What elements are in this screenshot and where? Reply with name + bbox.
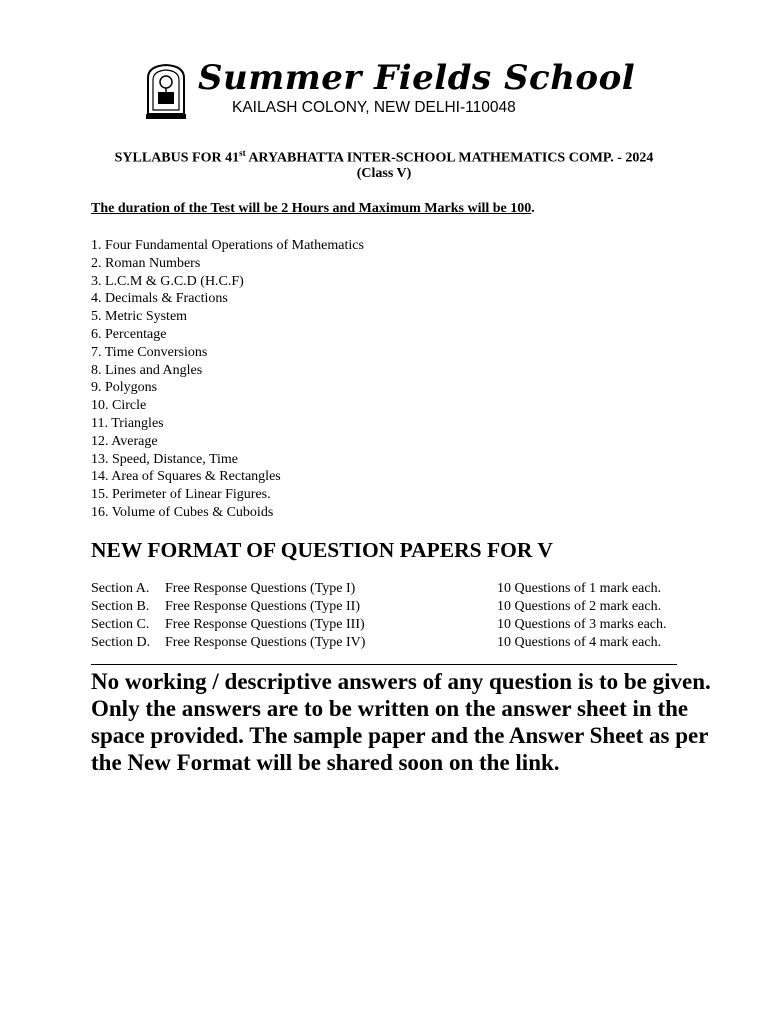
section-row	[91, 581, 691, 599]
section-label: Section C.	[91, 617, 150, 632]
school-name: Summer Fields School	[198, 58, 636, 98]
list-item: 4. Decimals & Fractions	[91, 291, 228, 307]
section-label: Section B.	[91, 599, 150, 614]
section-label: Section A.	[91, 581, 150, 596]
section-type: Free Response Questions (Type III)	[165, 617, 365, 632]
syllabus-title-suffix: ARYABHATTA INTER-SCHOOL MATHEMATICS COMP. - 2024	[245, 150, 654, 166]
list-item: 12. Average	[91, 433, 158, 449]
list-item: 11. Triangles	[91, 415, 164, 431]
section-row	[91, 635, 691, 653]
section-label: Section D.	[91, 635, 151, 650]
syllabus-title-prefix: SYLLABUS FOR 41	[114, 150, 240, 166]
duration-text: The duration of the Test will be 2 Hours and Maximum Marks will be 100	[91, 201, 532, 216]
list-item: 14. Area of Squares & Rectangles	[91, 469, 281, 485]
instruction-note: No working / descriptive answers of any question is to be given. Only the answers are to be written on the answer sheet in the space provided. The sample paper and the Answer Sheet as per the New Format will be shared soon on the link.	[91, 669, 711, 775]
section-row	[91, 617, 691, 635]
section-marks: 10 Questions of 3 marks each.	[497, 617, 667, 632]
section-marks: 10 Questions of 1 mark each.	[497, 581, 662, 596]
section-marks: 10 Questions of 4 mark each.	[497, 635, 662, 650]
list-item: 8. Lines and Angles	[91, 362, 203, 378]
section-row	[91, 599, 691, 617]
list-item: 3. L.C.M & G.C.D (H.C.F)	[91, 273, 244, 289]
list-item: 1. Four Fundamental Operations of Mathematics	[91, 238, 364, 253]
list-item: 9. Polygons	[91, 380, 158, 396]
school-address: KAILASH COLONY, NEW DELHI-110048	[232, 99, 516, 116]
duration-statement	[91, 201, 535, 217]
section-type: Free Response Questions (Type I)	[165, 581, 356, 596]
list-item: 15. Perimeter of Linear Figures.	[91, 487, 271, 503]
section-marks: 10 Questions of 2 mark each.	[497, 599, 662, 614]
syllabus-title-ordinal: st	[239, 148, 246, 158]
list-item: 16. Volume of Cubes & Cuboids	[91, 504, 274, 520]
list-item: 5. Metric System	[91, 309, 188, 325]
divider	[91, 664, 677, 665]
topic-list	[91, 237, 364, 522]
section-type: Free Response Questions (Type IV)	[165, 635, 366, 650]
format-heading: NEW FORMAT OF QUESTION PAPERS FOR V	[91, 538, 553, 562]
class-label: (Class V)	[356, 166, 412, 181]
list-item: 7. Time Conversions	[91, 344, 208, 360]
sections-table	[91, 581, 691, 653]
section-type: Free Response Questions (Type II)	[165, 599, 360, 614]
letterhead	[140, 58, 636, 124]
list-item: 10. Circle	[91, 398, 147, 414]
school-crest-icon	[144, 62, 188, 120]
list-item: 2. Roman Numbers	[91, 255, 201, 271]
duration-period: .	[531, 201, 535, 216]
syllabus-title	[0, 148, 768, 167]
list-item: 6. Percentage	[91, 326, 167, 342]
list-item: 13. Speed, Distance, Time	[91, 451, 238, 467]
